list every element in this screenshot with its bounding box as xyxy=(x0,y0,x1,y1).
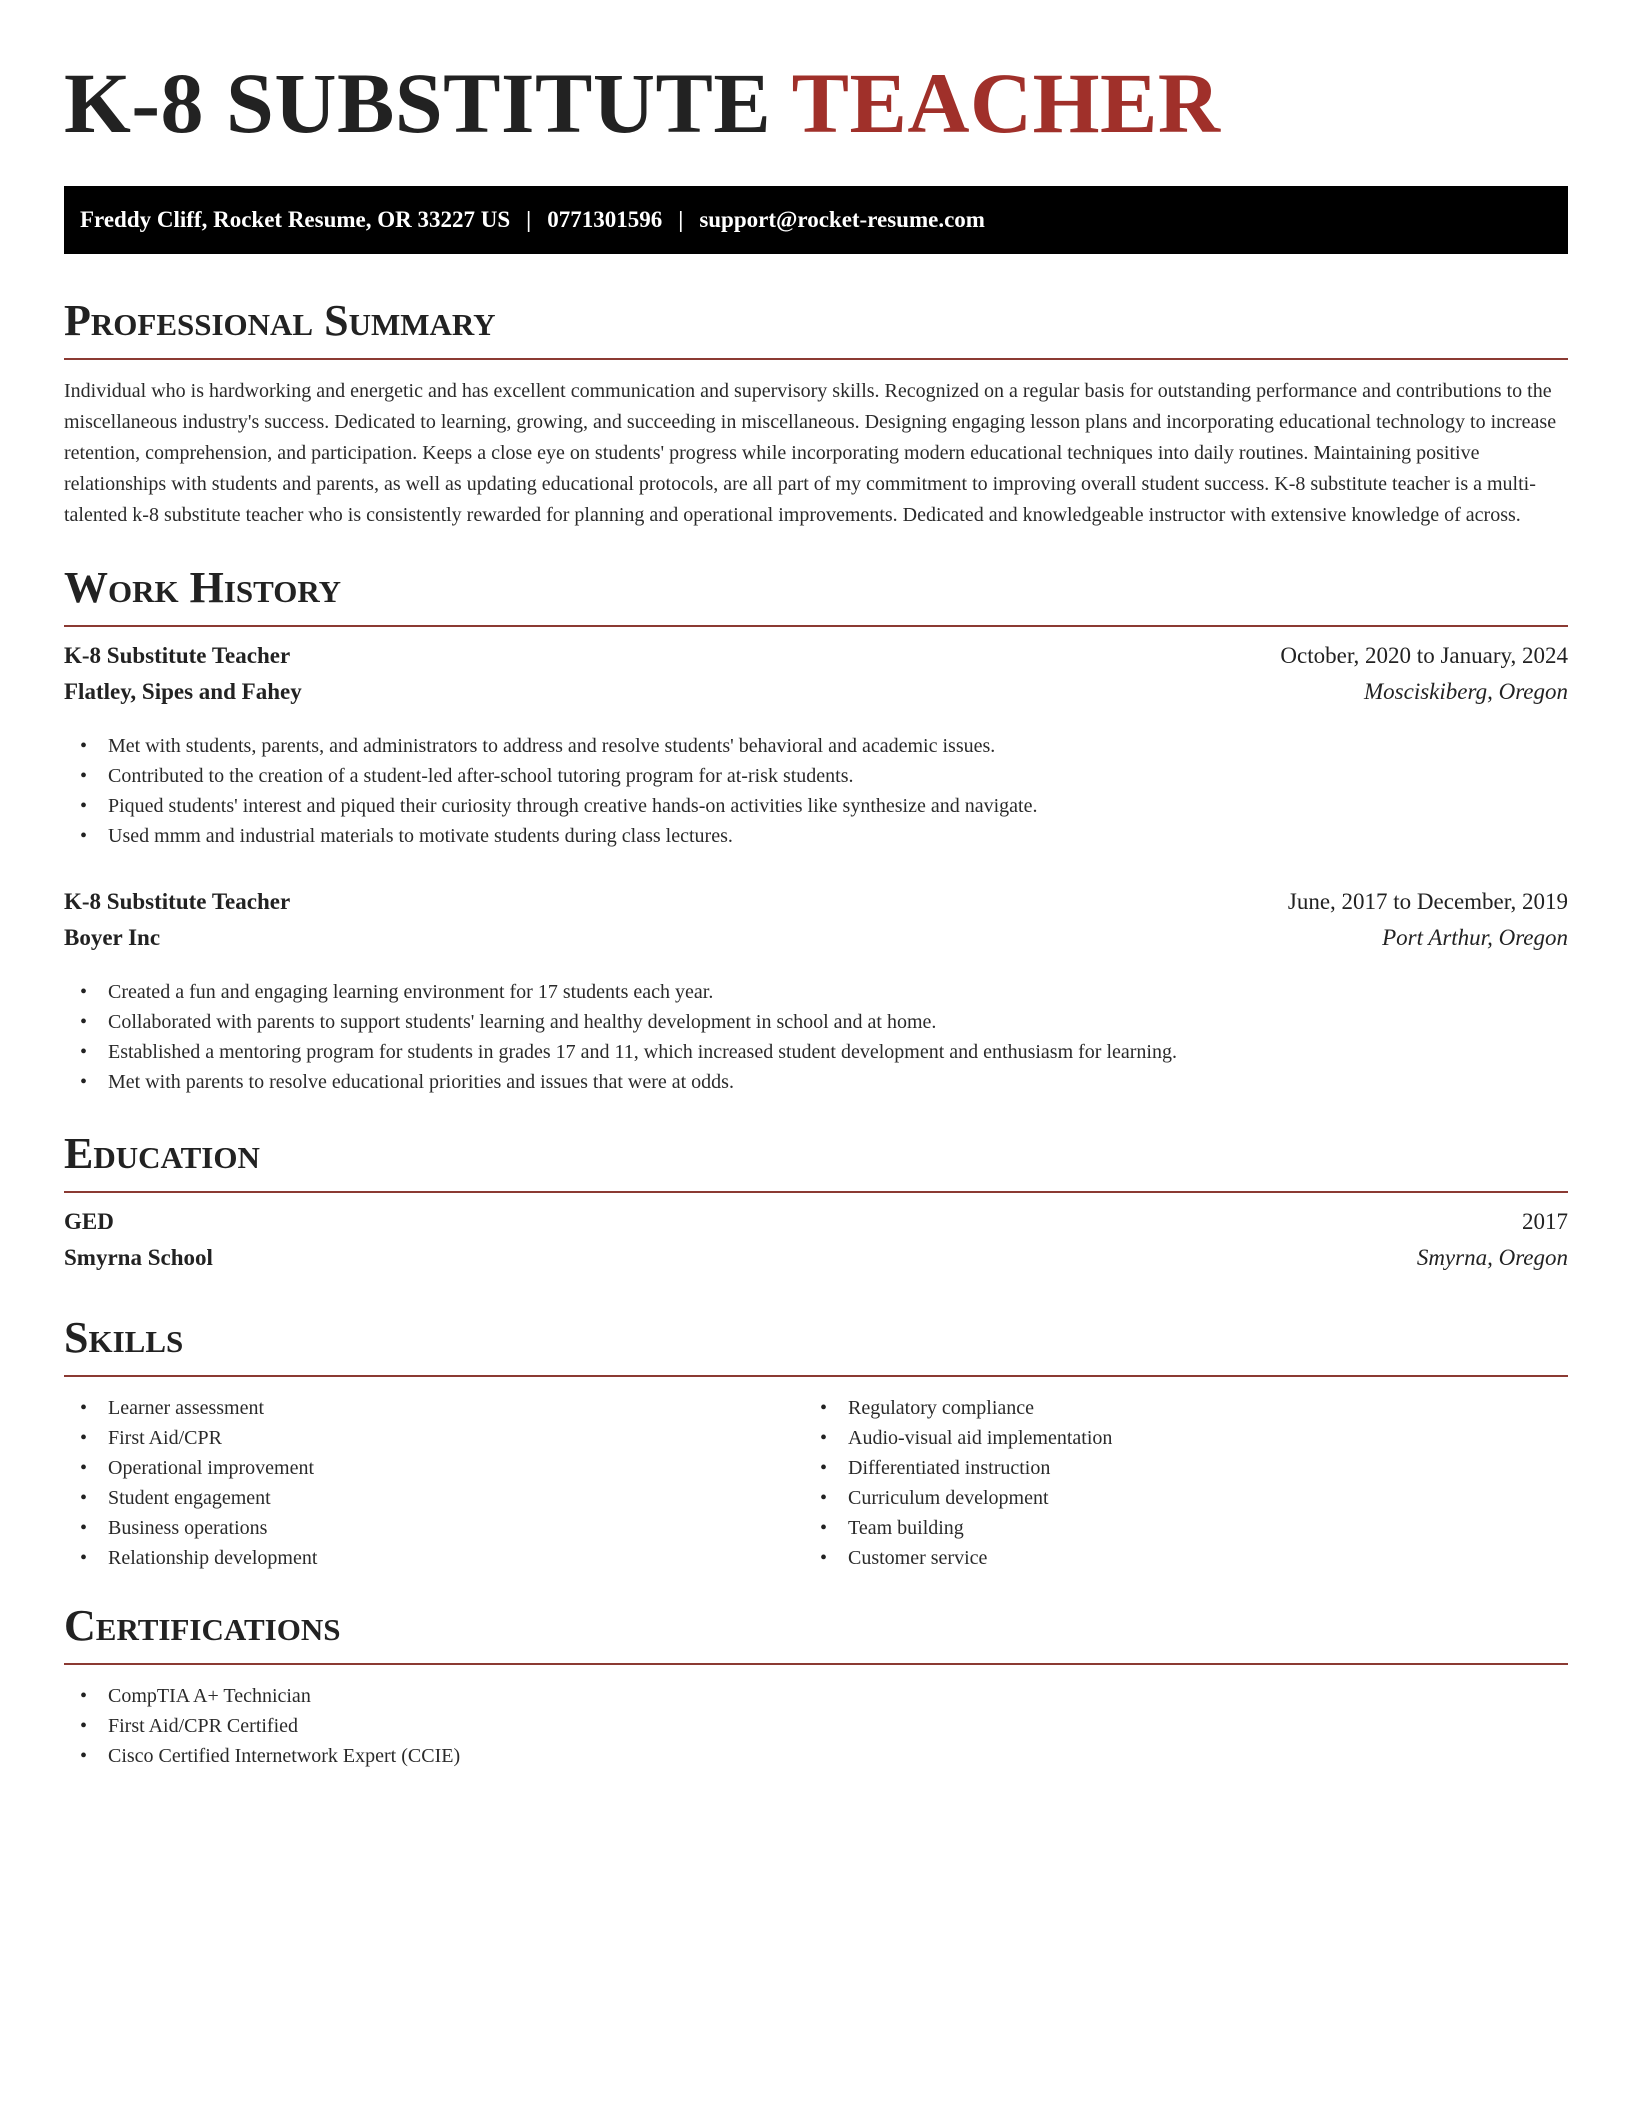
resume-title xyxy=(64,48,1568,158)
skill-item: • Audio-visual aid implementation xyxy=(804,1423,1544,1453)
education-entry xyxy=(64,1209,1568,1281)
job-title: K-8 Substitute Teacher xyxy=(64,889,291,914)
contact-email: support@rocket-resume.com xyxy=(699,207,985,232)
job-entry xyxy=(64,889,1568,1097)
skill-item: • Regulatory compliance xyxy=(804,1393,1544,1423)
work-history-section xyxy=(64,565,1568,1097)
job-bullets xyxy=(64,977,1568,1097)
skill-item: • Operational improvement xyxy=(64,1453,804,1483)
skill-item: • Business operations xyxy=(64,1513,804,1543)
job-entry xyxy=(64,643,1568,851)
skills-list-right xyxy=(804,1393,1544,1573)
contact-bar xyxy=(64,186,1568,254)
skill-item: • Student engagement xyxy=(64,1483,804,1513)
job-bullet: • Used mmm and industrial materials to motivate students during class lectures. xyxy=(64,821,1568,851)
skill-item: • Team building xyxy=(804,1513,1544,1543)
education-section xyxy=(64,1131,1568,1281)
skills-heading: Skills xyxy=(64,1315,1568,1377)
skill-item: • Learner assessment xyxy=(64,1393,804,1423)
contact-separator: | xyxy=(678,207,684,232)
title-accent: TEACHER xyxy=(791,55,1221,151)
education-heading: Education xyxy=(64,1131,1568,1193)
work-history-heading: Work History xyxy=(64,565,1568,627)
education-degree: GED xyxy=(64,1209,114,1234)
certifications-heading: Certifications xyxy=(64,1603,1568,1665)
job-bullet: • Piqued students' interest and piqued their curiosity through creative hands-on activities like synthesize and navigate. xyxy=(64,791,1568,821)
summary-section xyxy=(64,298,1568,531)
contact-phone: 0771301596 xyxy=(547,207,663,232)
education-location: Smyrna, Oregon xyxy=(1416,1245,1568,1270)
job-company: Flatley, Sipes and Fahey xyxy=(64,679,302,704)
job-bullet: • Created a fun and engaging learning environment for 17 students each year. xyxy=(64,977,1568,1007)
contact-address: Freddy Cliff, Rocket Resume, OR 33227 US xyxy=(80,207,511,232)
skills-columns xyxy=(64,1393,1568,1573)
job-dates: June, 2017 to December, 2019 xyxy=(1287,889,1568,914)
certifications-section xyxy=(64,1603,1568,1771)
job-bullet: • Met with parents to resolve educational priorities and issues that were at odds. xyxy=(64,1067,1568,1097)
job-bullet: • Established a mentoring program for students in grades 17 and 11, which increased student development and enthusiasm for learning. xyxy=(64,1037,1568,1067)
job-bullet: • Collaborated with parents to support students' learning and healthy development in school and at home. xyxy=(64,1007,1568,1037)
job-bullets xyxy=(64,731,1568,851)
skill-item: • Customer service xyxy=(804,1543,1544,1573)
job-bullet: • Contributed to the creation of a student-led after-school tutoring program for at-risk students. xyxy=(64,761,1568,791)
education-year: 2017 xyxy=(1522,1209,1568,1234)
summary-text: Individual who is hardworking and energetic and has excellent communication and supervisory skills. Recognized on a regular basis for outstanding performance and contributions to the miscellaneous industry's success. Dedicated to learning, growing, and succeeding in miscellaneous. Designing engaging lesson plans and incorporating educational technology to increase retention, comprehension, and participation. Keeps a close eye on students' progress while incorporating modern educational techniques into daily routines. Maintaining positive relationships with students and parents, as well as updating educational protocols, are all part of my commitment to improving overall student success. K-8 substitute teacher is a multi-talented k-8 substitute teacher who is consistently rewarded for planning and operational improvements. Dedicated and knowledgeable instructor with extensive knowledge of across. xyxy=(64,380,1557,526)
skill-item: • First Aid/CPR xyxy=(64,1423,804,1453)
summary-heading: Professional Summary xyxy=(64,298,1568,360)
skills-section xyxy=(64,1315,1568,1573)
job-dates: October, 2020 to January, 2024 xyxy=(1280,643,1568,668)
job-bullet: • Met with students, parents, and administrators to address and resolve students' behavioral and academic issues. xyxy=(64,731,1568,761)
job-title: K-8 Substitute Teacher xyxy=(64,643,291,668)
certifications-list xyxy=(64,1681,1568,1771)
education-school: Smyrna School xyxy=(64,1245,213,1270)
skill-item: • Curriculum development xyxy=(804,1483,1544,1513)
contact-separator: | xyxy=(526,207,532,232)
certification-item: • Cisco Certified Internetwork Expert (CCIE) xyxy=(64,1741,1568,1771)
title-main: K-8 SUBSTITUTE xyxy=(64,55,772,151)
skills-list-left xyxy=(64,1393,804,1573)
job-location: Mosciskiberg, Oregon xyxy=(1364,679,1568,704)
certification-item: • First Aid/CPR Certified xyxy=(64,1711,1568,1741)
skill-item: • Differentiated instruction xyxy=(804,1453,1544,1483)
certification-item: • CompTIA A+ Technician xyxy=(64,1681,1568,1711)
job-location: Port Arthur, Oregon xyxy=(1382,925,1568,950)
skill-item: • Relationship development xyxy=(64,1543,804,1573)
job-company: Boyer Inc xyxy=(64,925,161,950)
